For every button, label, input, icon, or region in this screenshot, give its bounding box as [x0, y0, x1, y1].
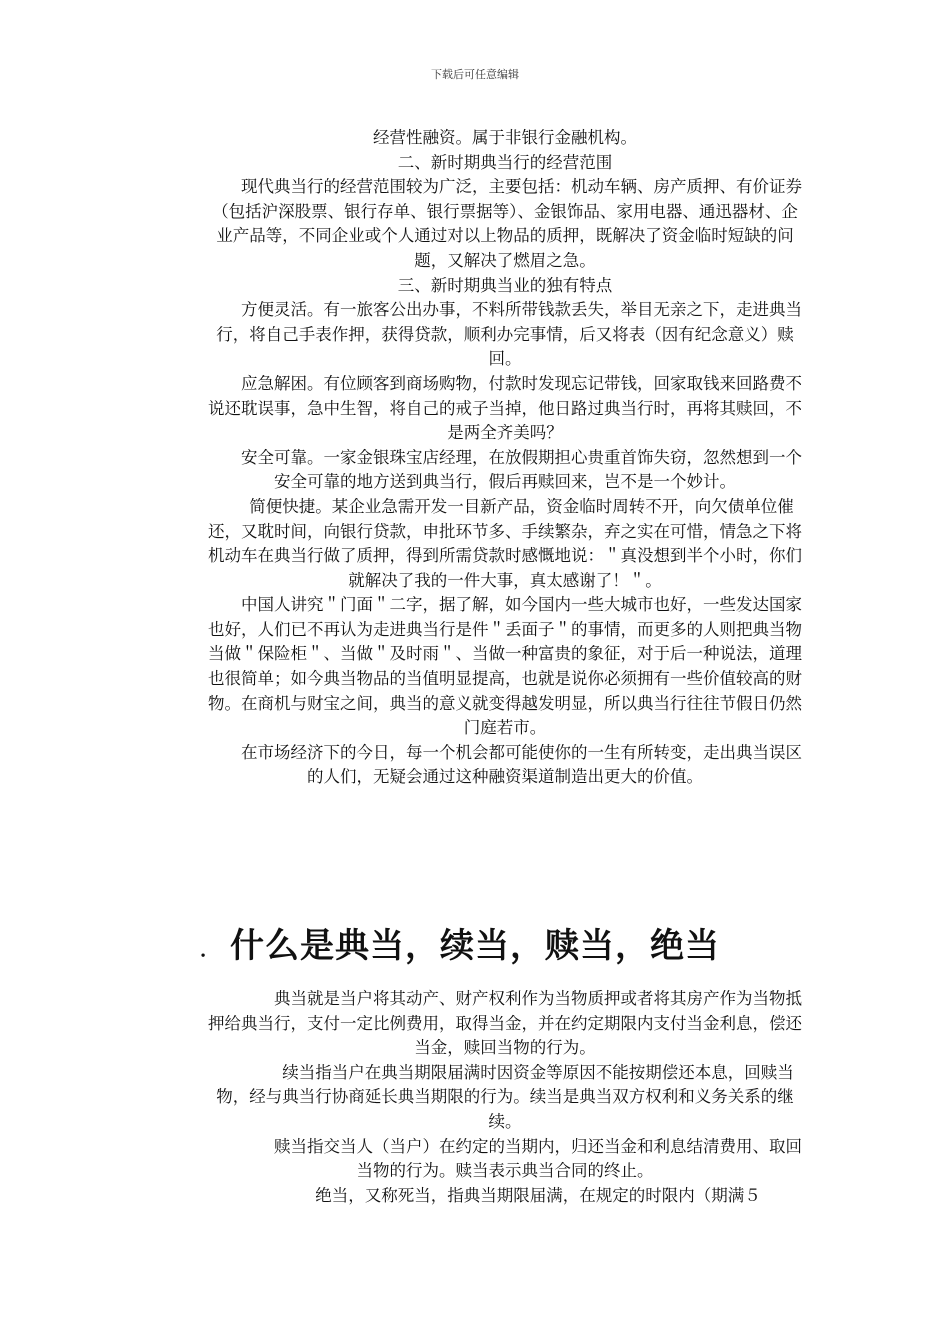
paragraph-flexible: 方便灵活。有一旅客公出办事，不料所带钱款丢失，举目无亲之下，走进典当行，将自己手表作押，获得贷款，顺利办完事情，后又将表（因有纪念意义）赎回。: [216, 300, 802, 369]
paragraph-face: 中国人讲究＂门面＂二字，据了解，如今国内一些大城市也好，一些发达国家也好，人们已不再认为走进典当行是件＂丢面子＂的事情，而更多的人则把典当物当做＂保险柜＂、当做＂及时雨＂、当做一种富贵的象征，对于后一种说法，道理也很简单；如今典当物品的当值明显提高，也就是说你必须拥有一些价值较高的财物。在商机与财宝之间，典当的意义就变得越发明显，所以典当行往往节假日仍然门庭若市。: [208, 595, 802, 738]
paragraph-renew: 续当指当户在典当期限届满时因资金等原因不能按期偿还本息，回赎当物，经与典当行协商延长典当期限的行为。续当是典当双方权利和义务关系的继续。: [216, 1062, 794, 1131]
paragraph-safe: 安全可靠。一家金银珠宝店经理，在放假期担心贵重首饰失窃，忽然想到一个安全可靠的地方送到典当行，假后再赎回来，岂不是一个妙计。: [241, 447, 802, 492]
paragraph-redeem: 赎当指交当人（当户）在约定的当期内，归还当金和利息结清费用、取回当物的行为。赎当表示典当合同的终止。: [274, 1136, 802, 1181]
paragraph-scope: 现代典当行的经营范围较为广泛，主要包括：机动车辆、房产质押、有价证券（包括沪深股票、银行存单、银行票据等）、金银饰品、家用电器、通迅器材、企业产品等，不同企业或个人通过对以上物品的质押，既解决了资金临时短缺的问题，又解决了燃眉之急。: [212, 177, 802, 270]
section-definitions: [205, 987, 805, 1208]
section-title: [200, 918, 820, 967]
paragraph-pawn: 典当就是当户将其动产、财产权利作为当物质押或者将其房产作为当物抵押给典当行，支付一定比例费用，取得当金，并在约定期限内支付当金利息，偿还当金，赎回当物的行为。: [208, 989, 802, 1058]
title-bullet: ．: [200, 937, 221, 961]
paragraph-forfeit: 绝当，又称死当，指典当期限届满，在规定的时限内（期满５: [315, 1185, 761, 1205]
paragraph-fast: 简便快捷。某企业急需开发一目新产品，资金临时周转不开，向欠债单位催还，又耽时间，向银行贷款，申批环节多、手续繁杂，弃之实在可惜，情急之下将机动车在典当行做了质押，得到所需贷款时感慨地说：＂真没想到半个小时，你们就解决了我的一件大事，真太感谢了！＂。: [208, 496, 802, 590]
heading-features: 三、新时期典当业的独有特点: [397, 275, 613, 295]
section-pawnshop-business: [205, 126, 805, 790]
paragraph-market: 在市场经济下的今日，每一个机会都可能使你的一生有所转变，走出典当误区的人们，无疑会通过这种融资渠道制造出更大的价值。: [241, 742, 802, 787]
title-text: 什么是典当，续当，赎当，绝当: [230, 926, 720, 966]
paragraph-emergency: 应急解困。有位顾客到商场购物，付款时发现忘记带钱，回家取钱来回路费不说还耽误事，急中生智，将自己的戒子当掉，他日路过典当行时，再将其赎回，不是两全齐美吗？: [208, 373, 802, 443]
intro-line: 经营性融资。属于非银行金融机构。: [373, 128, 637, 147]
page-header-note: 下载后可任意编辑: [431, 68, 519, 81]
heading-business-scope: 二、新时期典当行的经营范围: [397, 152, 613, 172]
